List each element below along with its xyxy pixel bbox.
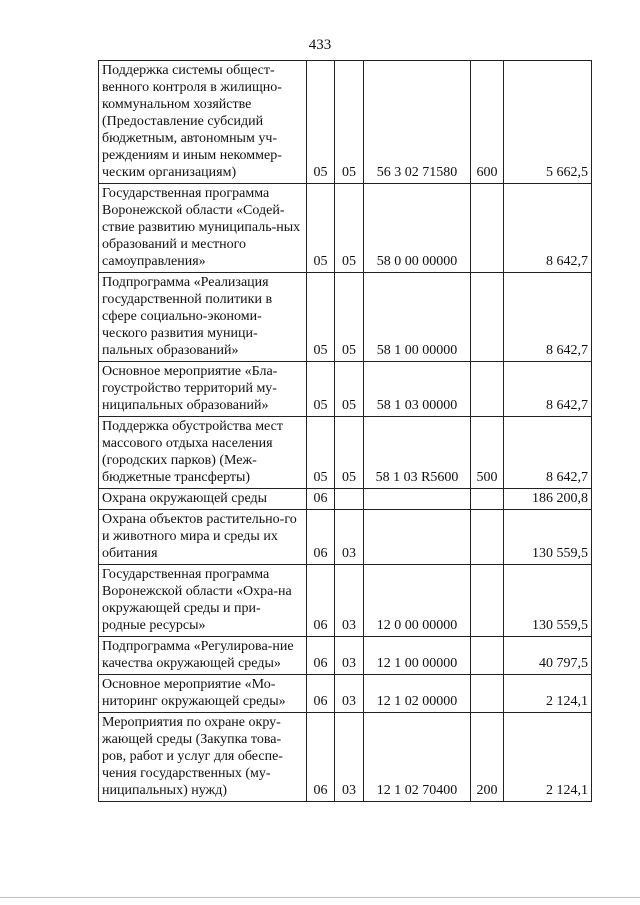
row-name-cell: Поддержка обустройства мест массового отдыха населения (городских парков) (Меж-бюджетные трансферты)	[99, 417, 307, 489]
subsection-code-cell	[335, 489, 364, 510]
expense-type-cell: 200	[471, 713, 504, 802]
row-name-cell: Охрана объектов растительно-го и животного мира и среды их обитания	[99, 510, 307, 565]
expense-type-cell	[471, 637, 504, 675]
table-row	[99, 675, 592, 713]
expense-type-cell: 500	[471, 417, 504, 489]
section-code-cell: 05	[307, 184, 335, 273]
section-code-cell: 05	[307, 273, 335, 362]
page-number: 433	[308, 37, 332, 53]
subsection-code-cell: 05	[335, 61, 364, 184]
target-article-cell	[364, 489, 471, 510]
subsection-code-cell: 05	[335, 273, 364, 362]
section-code-cell: 05	[307, 61, 335, 184]
table-row	[99, 184, 592, 273]
subsection-code-cell: 03	[335, 510, 364, 565]
amount-cell: 8 642,7	[504, 273, 592, 362]
target-article-cell: 56 3 02 71580	[364, 61, 471, 184]
subsection-code-cell: 03	[335, 565, 364, 637]
subsection-code-cell: 03	[335, 637, 364, 675]
expense-type-cell	[471, 362, 504, 417]
section-code-cell: 06	[307, 489, 335, 510]
target-article-cell: 58 1 00 00000	[364, 273, 471, 362]
expense-type-cell	[471, 565, 504, 637]
row-name-cell: Поддержка системы общест-венного контроля в жилищно-коммунальном хозяйстве (Предоставление субсидий бюджетным, автономным уч-реждениям и иным некоммер-ческим организациям)	[99, 61, 307, 184]
expense-type-cell	[471, 489, 504, 510]
subsection-code-cell: 05	[335, 184, 364, 273]
table-row	[99, 417, 592, 489]
row-name-cell: Подпрограмма «Реализация государственной политики в сфере социально-экономи-ческого развития муници-пальных образований»	[99, 273, 307, 362]
section-code-cell: 06	[307, 637, 335, 675]
row-name-cell: Охрана окружающей среды	[99, 489, 307, 510]
target-article-cell	[364, 510, 471, 565]
amount-cell: 186 200,8	[504, 489, 592, 510]
row-name-cell: Подпрограмма «Регулирова-ние качества окружающей среды»	[99, 637, 307, 675]
section-code-cell: 06	[307, 565, 335, 637]
table-row	[99, 510, 592, 565]
amount-cell: 130 559,5	[504, 510, 592, 565]
subsection-code-cell: 05	[335, 362, 364, 417]
target-article-cell: 12 1 02 00000	[364, 675, 471, 713]
section-code-cell: 06	[307, 713, 335, 802]
subsection-code-cell: 05	[335, 417, 364, 489]
target-article-cell: 12 0 00 00000	[364, 565, 471, 637]
section-code-cell: 05	[307, 417, 335, 489]
budget-table	[98, 60, 592, 802]
table-row	[99, 362, 592, 417]
amount-cell: 40 797,5	[504, 637, 592, 675]
target-article-cell: 12 1 00 00000	[364, 637, 471, 675]
expense-type-cell	[471, 184, 504, 273]
expense-type-cell: 600	[471, 61, 504, 184]
table-row	[99, 565, 592, 637]
row-name-cell: Основное мероприятие «Бла-гоустройство территорий му-ниципальных образований»	[99, 362, 307, 417]
section-code-cell: 05	[307, 362, 335, 417]
page-bottom-edge	[0, 897, 640, 898]
expense-type-cell	[471, 510, 504, 565]
amount-cell: 2 124,1	[504, 675, 592, 713]
table-row	[99, 489, 592, 510]
subsection-code-cell: 03	[335, 713, 364, 802]
expense-type-cell	[471, 273, 504, 362]
amount-cell: 130 559,5	[504, 565, 592, 637]
target-article-cell: 12 1 02 70400	[364, 713, 471, 802]
amount-cell: 8 642,7	[504, 362, 592, 417]
table-row	[99, 637, 592, 675]
target-article-cell: 58 0 00 00000	[364, 184, 471, 273]
row-name-cell: Государственная программа Воронежской области «Охра-на окружающей среды и при-родные ресурсы»	[99, 565, 307, 637]
expense-type-cell	[471, 675, 504, 713]
target-article-cell: 58 1 03 00000	[364, 362, 471, 417]
subsection-code-cell: 03	[335, 675, 364, 713]
row-name-cell: Мероприятия по охране окру-жающей среды (Закупка това-ров, работ и услуг для обеспе-чения государственных (му-ниципальных) нужд)	[99, 713, 307, 802]
row-name-cell: Основное мероприятие «Мо-ниторинг окружающей среды»	[99, 675, 307, 713]
table-row	[99, 61, 592, 184]
section-code-cell: 06	[307, 510, 335, 565]
row-name-cell: Государственная программа Воронежской области «Содей-ствие развитию муниципаль-ных образований и местного самоуправления»	[99, 184, 307, 273]
table-row	[99, 713, 592, 802]
amount-cell: 8 642,7	[504, 184, 592, 273]
table-row	[99, 273, 592, 362]
section-code-cell: 06	[307, 675, 335, 713]
amount-cell: 5 662,5	[504, 61, 592, 184]
amount-cell: 8 642,7	[504, 417, 592, 489]
amount-cell: 2 124,1	[504, 713, 592, 802]
target-article-cell: 58 1 03 R5600	[364, 417, 471, 489]
